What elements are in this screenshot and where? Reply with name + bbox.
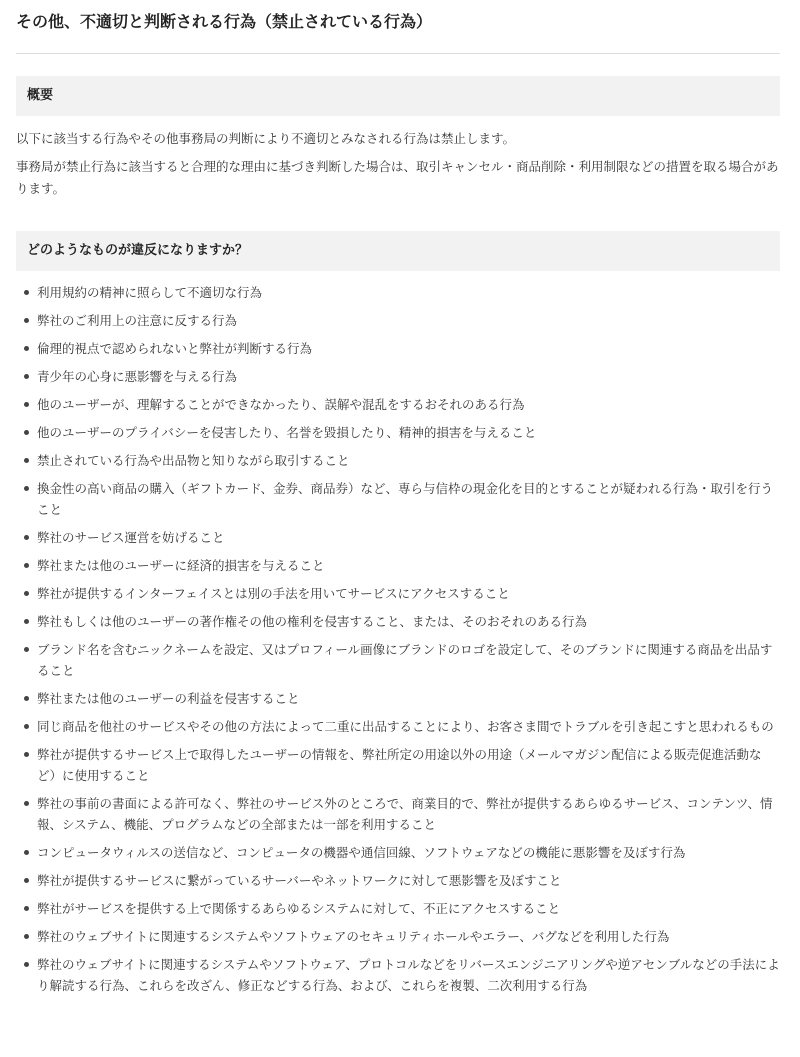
- bullet-icon: [24, 563, 29, 568]
- bullet-icon: [24, 374, 29, 379]
- list-item-text: 弊社のご利用上の注意に反する行為: [37, 313, 238, 328]
- list-item-text: 弊社が提供するサービス上で取得したユーザーの情報を、弊社所定の用途以外の用途（メールマガジン配信による販売促進活動など）に使用すること: [37, 747, 762, 783]
- bullet-icon: [24, 962, 29, 967]
- list-item-text: 禁止されている行為や出品物と知りながら取引すること: [37, 453, 350, 468]
- list-item: [16, 611, 780, 632]
- bullet-icon: [24, 850, 29, 855]
- list-item-text: 弊社もしくは他のユーザーの著作権その他の権利を侵害すること、または、そのおそれのある行為: [37, 614, 588, 629]
- list-item: [16, 555, 780, 576]
- list-item: [16, 310, 780, 331]
- list-item-text: 弊社の事前の書面による許可なく、弊社のサービス外のところで、商業目的で、弊社が提供するあらゆるサービス、コンテンツ、情報、システム、機能、プログラムなどの全部または一部を利用すること: [37, 796, 773, 832]
- bullet-icon: [24, 878, 29, 883]
- list-item: [16, 583, 780, 604]
- list-item-text: 倫理的視点で認められないと弊社が判断する行為: [37, 341, 313, 356]
- bullet-icon: [24, 647, 29, 652]
- list-item-text: 青少年の心身に悪影響を与える行為: [37, 369, 238, 384]
- list-item-text: 弊社または他のユーザーの利益を侵害すること: [37, 691, 300, 706]
- section-heading-violations: どのようなものが違反になりますか？: [16, 231, 780, 271]
- bullet-icon: [24, 696, 29, 701]
- list-item: [16, 716, 780, 737]
- list-item: [16, 394, 780, 415]
- bullet-icon: [24, 906, 29, 911]
- list-item: [16, 842, 780, 863]
- bullet-icon: [24, 402, 29, 407]
- list-item-text: 弊社のウェブサイトに関連するシステムやソフトウェアのセキュリティホールやエラー、バグなどを利用した行為: [37, 929, 670, 944]
- violation-list: [16, 282, 780, 996]
- section-heading-overview: 概要: [16, 76, 780, 116]
- bullet-icon: [24, 535, 29, 540]
- bullet-icon: [24, 724, 29, 729]
- list-item-text: 弊社が提供するサービスに繋がっているサーバーやネットワークに対して悪影響を及ぼすこと: [37, 873, 562, 888]
- bullet-icon: [24, 290, 29, 295]
- list-item-text: 利用規約の精神に照らして不適切な行為: [37, 285, 263, 300]
- list-item-text: 他のユーザーのプライバシーを侵害したり、名誉を毀損したり、精神的損害を与えること: [37, 425, 537, 440]
- bullet-icon: [24, 346, 29, 351]
- list-item: [16, 422, 780, 443]
- overview-paragraph: 事務局が禁止行為に該当すると合理的な理由に基づき判断した場合は、取引キャンセル・商品削除・利用制限などの措置を取る場合があります。: [16, 159, 779, 196]
- list-item-text: 弊社のウェブサイトに関連するシステムやソフトウェア、プロトコルなどをリバースエンジニアリングや逆アセンブルなどの手法により解読する行為、これらを改ざん、修正などする行為、および、これらを複製、二次利用する行為: [37, 957, 780, 993]
- list-item: [16, 338, 780, 359]
- list-item: [16, 954, 780, 996]
- list-item: [16, 926, 780, 947]
- list-item-text: 弊社または他のユーザーに経済的損害を与えること: [37, 558, 325, 573]
- list-item: [16, 793, 780, 835]
- bullet-icon: [24, 486, 29, 491]
- bullet-icon: [24, 934, 29, 939]
- bullet-icon: [24, 752, 29, 757]
- list-item: [16, 450, 780, 471]
- list-item: [16, 898, 780, 919]
- overview-paragraph: 以下に該当する行為やその他事務局の判断により不適切とみなされる行為は禁止します。: [16, 131, 516, 146]
- list-item-text: 弊社のサービス運営を妨げること: [37, 530, 225, 545]
- list-item: [16, 744, 780, 786]
- list-item: [16, 639, 780, 681]
- list-item: [16, 478, 780, 520]
- list-item-text: ブランド名を含むニックネームを設定、又はプロフィール画像にブランドのロゴを設定して、そのブランドに関連する商品を出品すること: [37, 642, 773, 678]
- list-item-text: 弊社がサービスを提供する上で関係するあらゆるシステムに対して、不正にアクセスすること: [37, 901, 561, 916]
- list-item-text: 弊社が提供するインターフェイスとは別の手法を用いてサービスにアクセスすること: [37, 586, 510, 601]
- list-item: [16, 870, 780, 891]
- list-item-text: 他のユーザーが、理解することができなかったり、誤解や混乱をするおそれのある行為: [37, 397, 525, 412]
- bullet-icon: [24, 591, 29, 596]
- bullet-icon: [24, 458, 29, 463]
- list-item-text: 同じ商品を他社のサービスやその他の方法によって二重に出品することにより、お客さま間でトラブルを引き起こすと思われるもの: [37, 719, 774, 734]
- list-item: [16, 282, 780, 303]
- bullet-icon: [24, 619, 29, 624]
- bullet-icon: [24, 430, 29, 435]
- list-item-text: 換金性の高い商品の購入（ギフトカード、金券、商品券）など、専ら与信枠の現金化を目的とすることが疑われる行為・取引を行うこと: [37, 481, 774, 517]
- list-item: [16, 527, 780, 548]
- list-item: [16, 366, 780, 387]
- bullet-icon: [24, 801, 29, 806]
- list-item: [16, 688, 780, 709]
- bullet-icon: [24, 318, 29, 323]
- page-title: その他、不適切と判断される行為（禁止されている行為）: [16, 0, 780, 54]
- list-item-text: コンピュータウィルスの送信など、コンピュータの機器や通信回線、ソフトウェアなどの機能に悪影響を及ぼす行為: [37, 845, 686, 860]
